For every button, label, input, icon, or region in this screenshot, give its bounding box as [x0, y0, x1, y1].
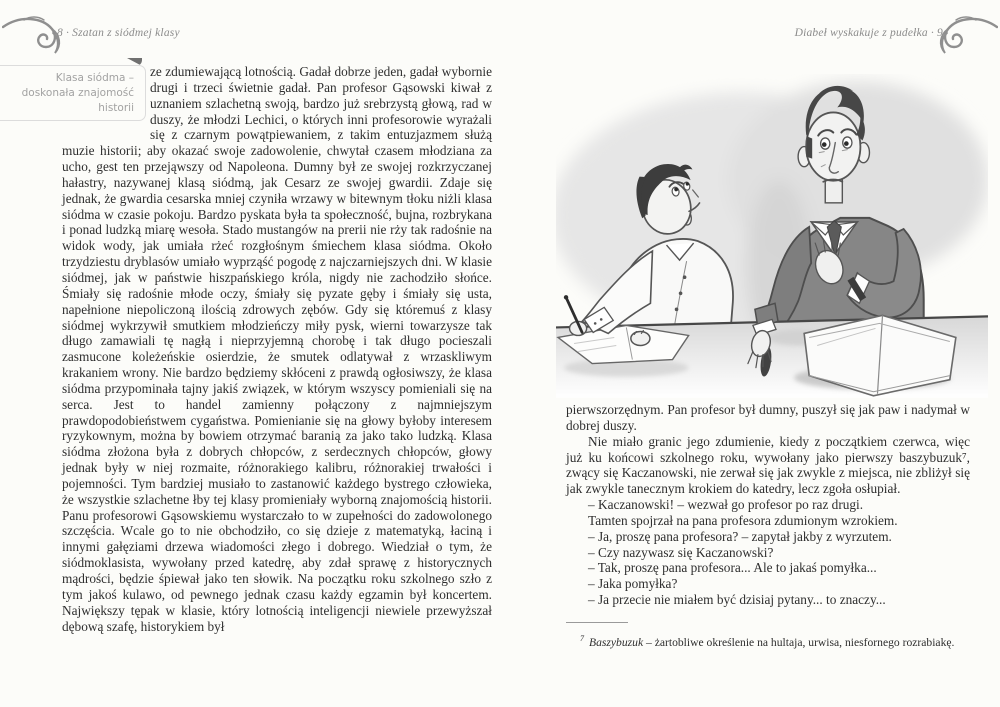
- paragraph-text: ze zdumiewającą lotnością. Gadał dobrze jeden, gadał wybornie drugi i trzeci świetnie gadał. Pan profesor Gąsowski kiwał z uznaniem szlachetną swoją, bardzo już srebrzystą głową, rad w duszy, że młodzi Lechici, o których inni profesorowie wyrażali się z czarnym powątpiewaniem, z takim entuzjazmem służą muzie historii; aby okazać swoje zadowolenie, chwytał czasem młodziana za ucho, gest ten przejąwszy od Napoleona. Dumny był ze swojej rozkrzyczanej hałastry, nazywanej klasą siódmą, jak Cesarz ze swojej gwardii. Zdaje się jednak, że gwardia cesarska mniej czyniła wrzawy w bitewnym tłoku niżli klasa siódma w czasie pokoju. Bardzo pyskata była ta społeczność, bujna, rozbrykana i ponad ludzką miarę wesoła. Stado mustangów na prerii nie rży tak radośnie na widok wody, jak umiała rżeć rozgłośnym śmiechem klasa siódma. Około trzydziestu dryblasów umiało wyprząść pogodę z najczarniejszych dni. W klasie siódmej, jak w państwie hiszpańskiego króla, nigdy nie zachodziło słońce. Śmiały się radośnie młode oczy, śmiały się pyzate gęby i śmiały się usta, napełnione niepoliczoną ilością zdrowych zębów. Gdy się któremuś z klasy siódmej wykrzywił smutkiem młodzieńczy miły pysk, wierni towarzysze tak długo zamawiali tę nagłą i nieprzyjemną chorobę i tak długo pocieszali zasmucone koleżeńskie osierdzie, że smutek odlatywał z wrzaskliwym krakaniem wrony. Nie bardzo będziemy skłóceni z prawdą ogłosiwszy, że klasa siódma przypominała tajny jakiś związek, w którym wszyscy pomieniali się na serca. Jest to handel zamienny połączony z najmniejszym prawdopodobieństwem cygaństwa. Pomienianie się na głowy byłoby interesem ryzykownym, można by bowiem otrzymać baranią za jako tako ludzką. Klasa siódma złożona była z dobrych chłopców, z serdecznych chłopców, głowy jednak były w niej rozmaite, różnorakiego kalibru, różnorakiej trwałości i pojemności. Tym bardziej musiało to zastanowić każdego bystrego człowieka, że wszystkie szlachetne łby tej klasy promieniały wyborną znajomością historii. Panu profesorowi Gąsowskiemu wystarczało to w zupełności do zadowolonego szczęścia. Wcale go to nie obchodziło, co się dzieje z matematyką, łaciną i innymi gałęziami drzewa wiadomości złego i dobrego. Wiedział o tym, że siódmoklasista, wywołany przed katedrę, aby zdał sprawę z historycznych mądrości, będzie śpiewał jako ten słowik. Na początku roku szkolnego szło z tym jakoś kulawo, od pewnego jednak czasu każdy egzamin był koncertem. Największy tępak w klasie, który lotnością inteligencji niewiele przewyższał dębową szafę, historykiem był: [62, 64, 492, 634]
- margin-note-line: Klasa siódma –: [55, 72, 134, 84]
- margin-note-line: doskonała znajomość: [21, 87, 134, 99]
- margin-note-line: historii: [98, 102, 134, 114]
- left-page-header: 8 · Szatan z siódmej klasy: [57, 27, 180, 39]
- dialogue-line: – Kaczanowski! – wezwał go profesor po raz drugi.: [588, 497, 864, 513]
- footnote-term: Baszybuzuk: [589, 635, 644, 649]
- paragraph: pierwszorzędnym. Pan profesor był dumny, puszył się jak paw i nadymał w dobrej duszy.: [566, 402, 970, 433]
- classroom-illustration: [556, 74, 988, 398]
- footnote-marker: 7: [580, 634, 584, 643]
- footnote-rule: [566, 622, 628, 623]
- right-page-header: Diabeł wyskakuje z pudełka · 9: [794, 27, 943, 39]
- footnote-text: [566, 631, 970, 650]
- dialogue-line: – Jaka pomyłka?: [588, 576, 678, 592]
- paragraph: [62, 64, 492, 634]
- paragraph: Tamten spojrzał na pana profesora zdumionym wzrokiem.: [588, 512, 898, 528]
- dialogue-line: – Tak, proszę pana profesora... Ale to jakaś pomyłka...: [588, 560, 877, 576]
- margin-note-spacer: [62, 64, 150, 128]
- footnote: [566, 622, 970, 650]
- dialogue-line: – Ja, proszę pana profesora? – zapytał jakby z wyrzutem.: [588, 528, 892, 544]
- right-page-body: [566, 402, 970, 608]
- dialogue-line: – Ja przecie nie miałem być dzisiaj pytany... to znaczy...: [588, 592, 886, 608]
- left-page-body: [62, 64, 492, 634]
- footnote-definition: – żartobliwe określenie na hultaja, urwisa, niesfornego rozrabiakę.: [646, 635, 955, 649]
- dialogue-line: – Czy nazywasz się Kaczanowski?: [588, 544, 774, 560]
- paragraph: Nie miało granic jego zdumienie, kiedy z początkiem czerwca, więc już ku końcowi szkolnego roku, wywołany jako pierwszy baszybuzuk⁷, zwący się Kaczanowski, nie zerwał się jak zwykle z miejsca, nie zbliżył się jak zwykle tanecznym krokiem do katedry, lecz zgoła osłupiał.: [566, 433, 970, 497]
